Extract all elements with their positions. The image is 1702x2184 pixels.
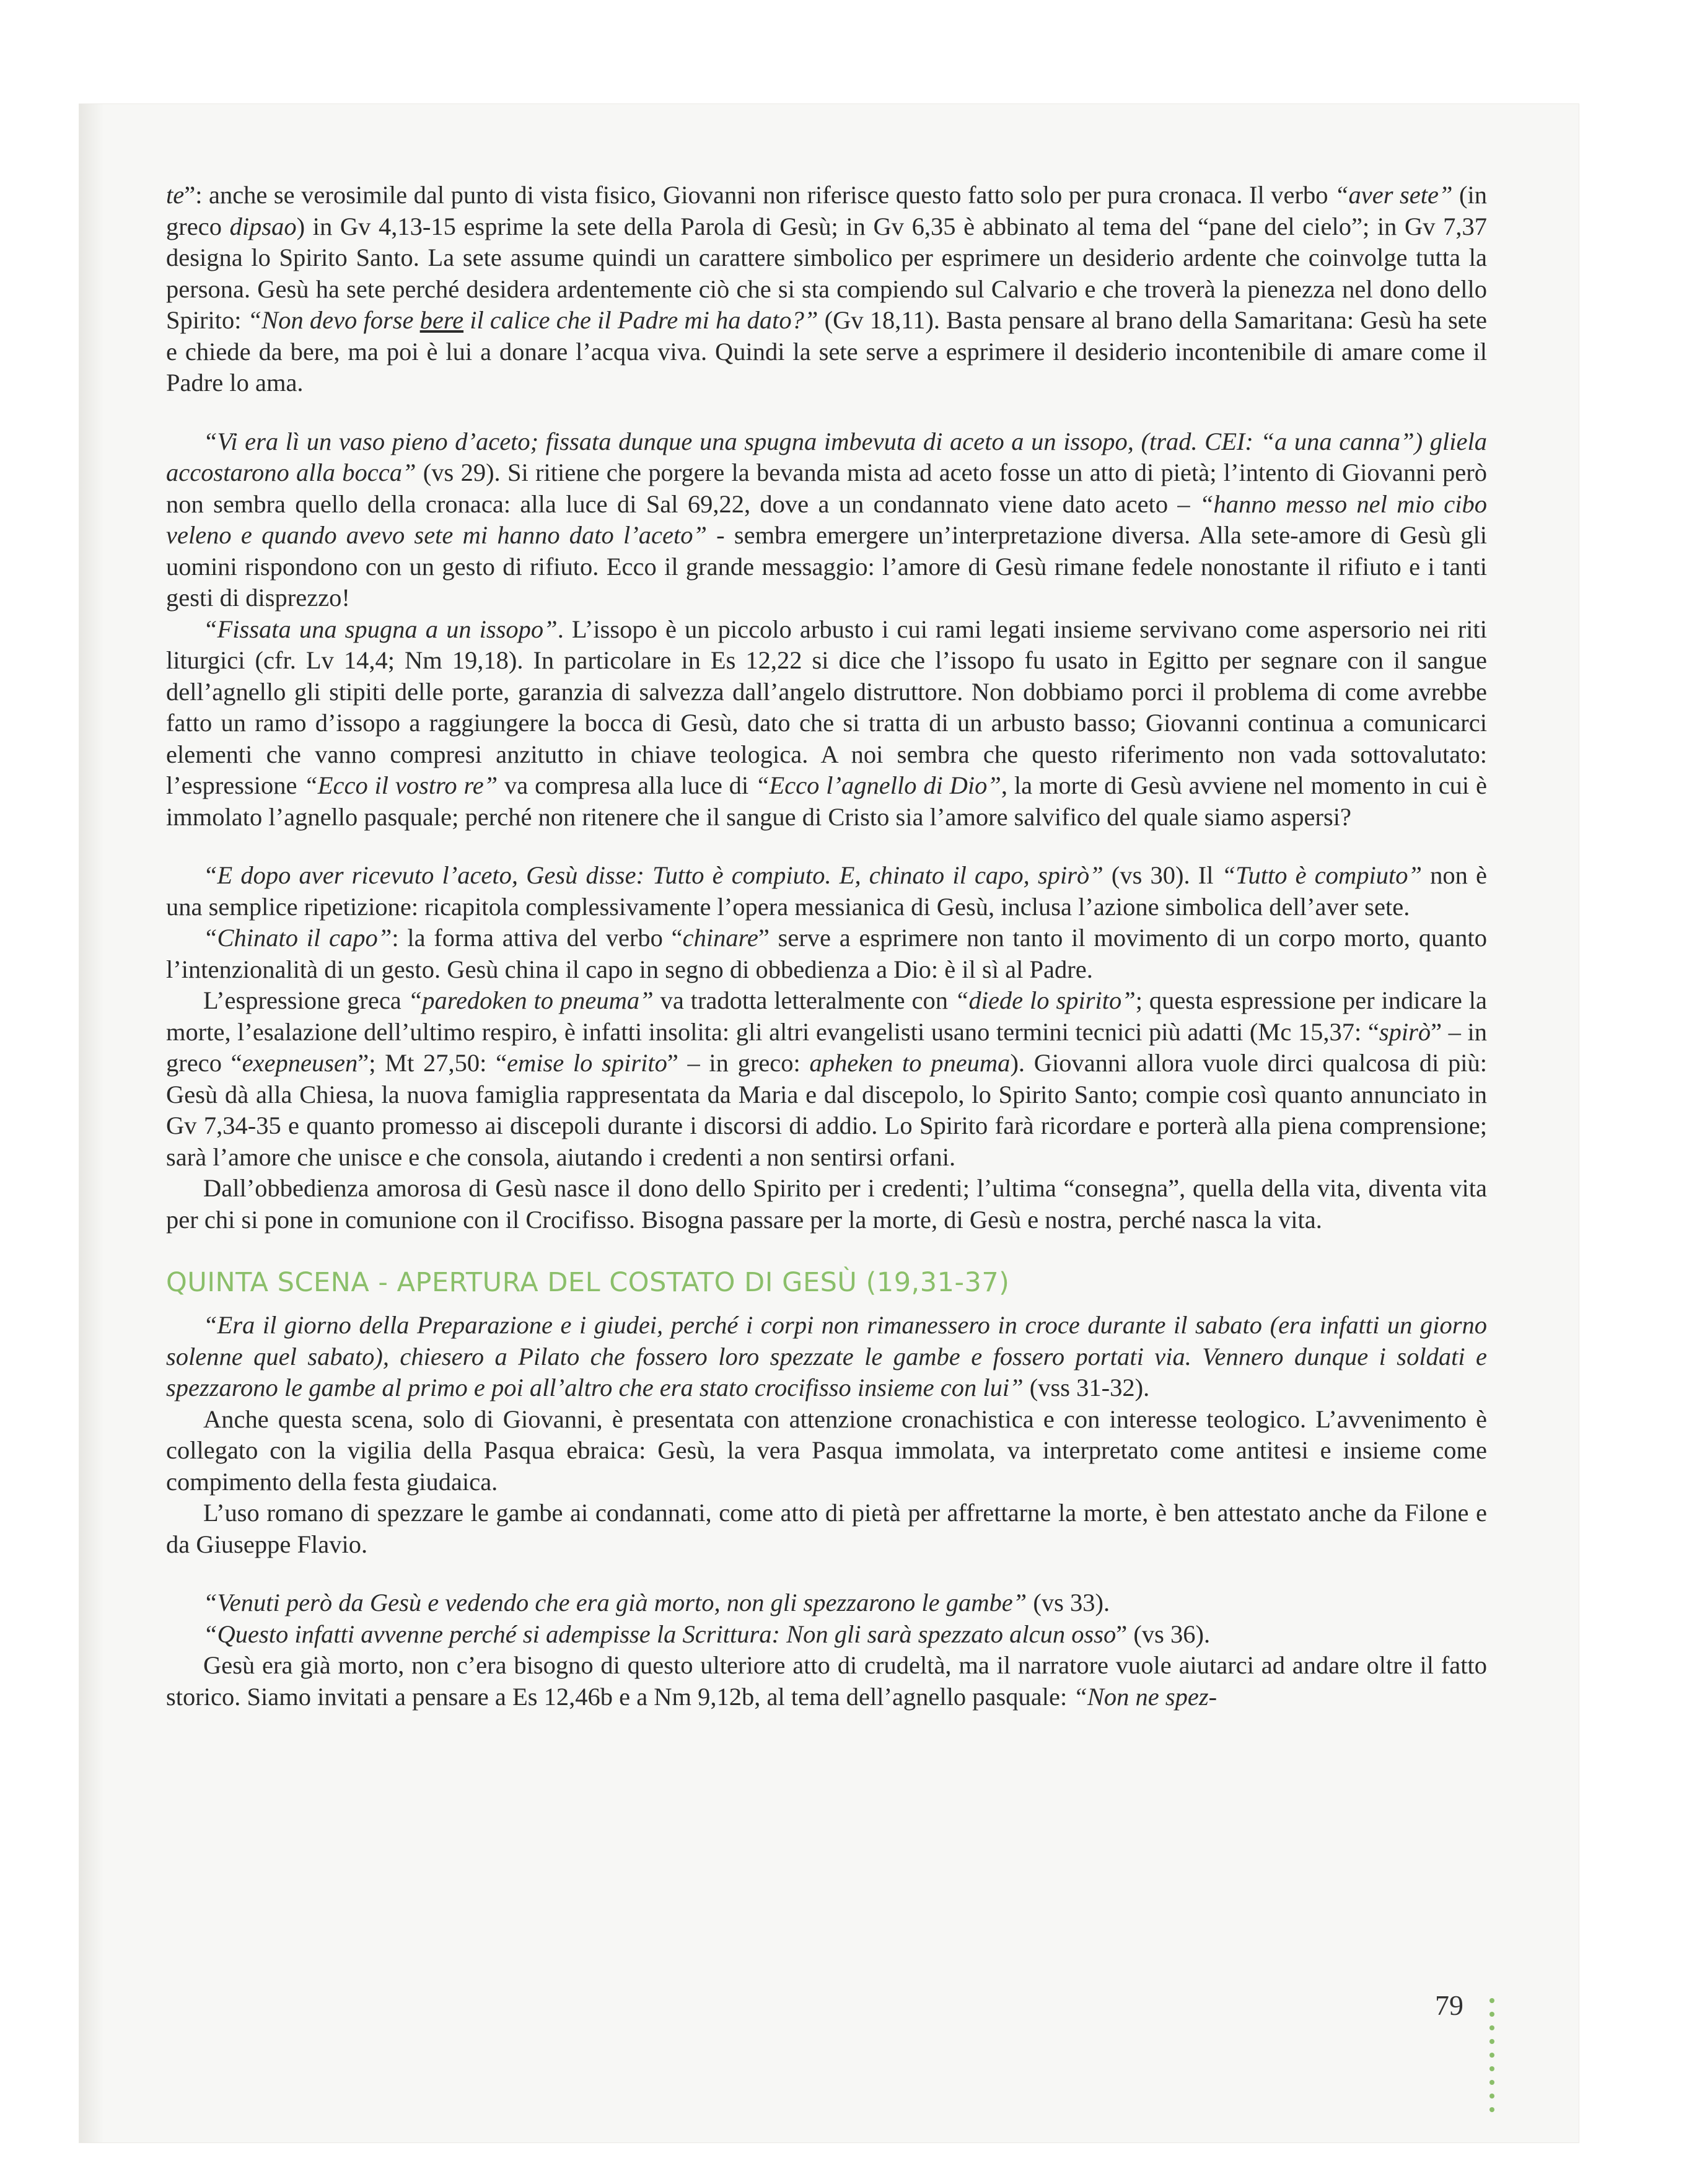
dot (1489, 2066, 1494, 2071)
dot (1489, 2080, 1494, 2085)
page-content (166, 180, 1487, 1713)
paragraph: “Chinato il capo”: la forma attiva del verbo “chinare” serve a esprimere non tanto il movimento di un corpo morto, quanto l’intenzionalità di un gesto. Gesù china il capo in segno di obbedienza a Dio: è il sì al Padre. (166, 924, 1487, 983)
dot (1489, 2094, 1494, 2098)
paragraph: “Fissata una spugna a un issopo”. L’issopo è un piccolo arbusto i cui rami legati insieme servivano come aspersorio nei riti liturgici (cfr. Lv 14,4; Nm 19,18). In particolare in Es 12,22 si dice che l’issopo fu usato in Egitto per segnare con il sangue dell’agnello gli stipiti delle porte, garanzia di salvezza dall’angelo distruttore. Non dobbiamo porci il problema di come avrebbe fatto un ramo d’issopo a raggiungere la bocca di Gesù, dato che si tratta di un arbusto basso; Giovanni continua a comunicarci elementi che vanno compresi anzitutto in chiave teologica. A noi sembra che questo riferimento non vada sottovalutato: l’espressione “Ecco il vostro re” va compresa alla luce di “Ecco l’agnello di Dio”, la morte di Gesù avviene nel momento in cui è immolato l’agnello pasquale; perché non ritenere che il sangue di Cristo sia l’amore salvifico del quale siamo aspersi? (166, 615, 1487, 831)
paragraph: Anche questa scena, solo di Giovanni, è presentata con attenzione cronachistica e con interesse teologico. L’avvenimento è collegato con la vigilia della Pasqua ebraica: Gesù, la vera Pasqua immolata, va interpretato come antitesi e insieme come compimento della festa giudaica. (166, 1405, 1487, 1496)
dot (1489, 2053, 1494, 2058)
paragraph: Gesù era già morto, non c’era bisogno di questo ulteriore atto di crudeltà, ma il narratore vuole aiutarci ad andare oltre il fatto storico. Siamo invitati a pensare a Es 12,46b e a Nm 9,12b, al tema dell’agnello pasquale: “Non ne spez- (166, 1651, 1487, 1711)
paragraph: L’espressione greca “paredoken to pneuma” va tradotta letteralmente con “diede lo spirito”; questa espressione per indicare la morte, l’esalazione dell’ultimo respiro, è infatti insolita: gli altri evangelisti usano termini tecnici più adatti (Mc 15,37: “spirò” – in greco “exepneusen”; Mt 27,50: “emise lo spirito” – in greco: apheken to pneuma). Giovanni allora vuole dirci qualcosa di più: Gesù dà alla Chiesa, la nuova famiglia rappresentata da Maria e dal discepolo, lo Spirito Santo; compie così quanto annunciato in Gv 7,34-35 e quanto promesso ai discepoli durante i discorsi di addio. Lo Spirito farà ricordare e porterà alla piena comprensione; sarà l’amore che unisce e che consola, aiutando i credenti a non sentirsi orfani. (166, 986, 1487, 1171)
paragraph: “E dopo aver ricevuto l’aceto, Gesù disse: Tutto è compiuto. E, chinato il capo, spirò” (vs 30). Il “Tutto è compiuto” non è una semplice ripetizione: ricapitola complessivamente l’opera messianica di Gesù, inclusa l’azione simbolica dell’aver sete. (166, 861, 1487, 921)
paragraph: L’uso romano di spezzare le gambe ai condannati, come atto di pietà per affrettarne la morte, è ben attestato anche da Filone e da Giuseppe Flavio. (166, 1499, 1487, 1558)
paragraph: te”: anche se verosimile dal punto di vista fisico, Giovanni non riferisce questo fatto solo per pura cronaca. Il verbo “aver sete” (in greco dipsao) in Gv 4,13-15 esprime la sete della Parola di Gesù; in Gv 6,35 è abbinato al tema del “pane del cielo”; in Gv 7,37 designa lo Spirito Santo. La sete assume quindi un carattere simbolico per esprimere un desiderio ardente che coinvolge tutta la persona. Gesù ha sete perché desidera ardentemente ciò che si sta compiendo sul Calvario e che troverà la pienezza nel dono dello Spirito: “Non devo forse bere il calice che il Padre mi ha dato?” (Gv 18,11). Basta pensare al brano della Samaritana: Gesù ha sete e chiede da bere, ma poi è lui a donare l’acqua viva. Quindi la sete serve a esprimere il desiderio incontenibile di amare come il Padre lo ama. (166, 181, 1487, 397)
page-number: 79 (1435, 1989, 1463, 2021)
dot (1489, 1998, 1494, 2003)
page-number-dots (1489, 1998, 1494, 2112)
section-heading: QUINTA SCENA - APERTURA DEL COSTATO DI GESÙ (19,31-37) (166, 1267, 1010, 1298)
paragraph: “Era il giorno della Preparazione e i giudei, perché i corpi non rimanessero in croce durante il sabato (era infatti un giorno solenne quel sabato), chiesero a Pilato che fossero loro spezzate le gambe e fossero portati via. Vennero dunque i soldati e spezzarono le gambe al primo e poi all’altro che era stato crocifisso insieme con lui” (vss 31-32). (166, 1311, 1487, 1401)
dot (1489, 2039, 1494, 2044)
paragraph: “Questo infatti avvenne perché si adempisse la Scrittura: Non gli sarà spezzato alcun osso” (vs 36). (203, 1620, 1211, 1648)
paragraph: “Vi era lì un vaso pieno d’aceto; fissata dunque una spugna imbevuta di aceto a un issopo, (trad. CEI: “a una canna”) gliela accostarono alla bocca” (vs 29). Si ritiene che porgere la bevanda mista ad aceto fosse un atto di pietà; l’intento di Giovanni però non sembra quello della cronaca: alla luce di Sal 69,22, dove a un condannato viene dato aceto – “hanno messo nel mio cibo veleno e quando avevo sete mi hanno dato l’aceto” - sembra emergere un’interpretazione diversa. Alla sete-amore di Gesù gli uomini rispondono con un gesto di rifiuto. Ecco il grande messaggio: l’amore di Gesù rimane fedele nonostante il rifiuto e i tanti gesti di disprezzo! (166, 427, 1487, 612)
paragraph: Dall’obbedienza amorosa di Gesù nasce il dono dello Spirito per i credenti; l’ultima “consegna”, quella della vita, diventa vita per chi si pone in comunione con il Crocifisso. Bisogna passare per la morte, di Gesù e nostra, perché nasca la vita. (166, 1174, 1487, 1234)
paragraph: “Venuti però da Gesù e vedendo che era già morto, non gli spezzarono le gambe” (vs 33). (203, 1589, 1110, 1616)
page-fold-shadow (79, 104, 104, 2142)
dot (1489, 2012, 1494, 2017)
dot (1489, 2107, 1494, 2112)
dot (1489, 2025, 1494, 2030)
